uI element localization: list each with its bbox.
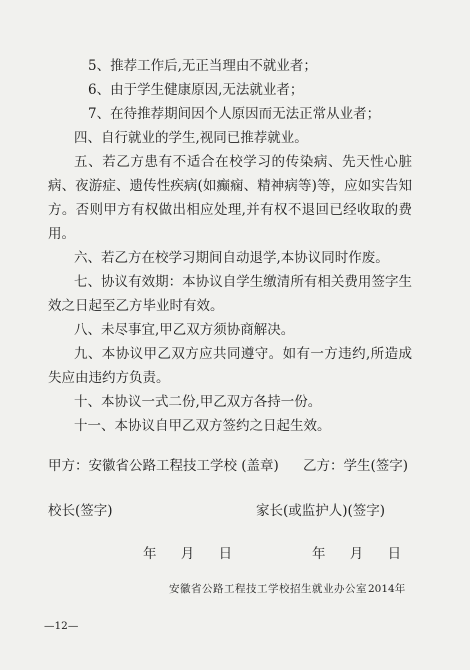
clause-4: 四、自行就业的学生,视同已推荐就业。 <box>74 130 308 146</box>
page-number: —12— <box>44 620 79 632</box>
clause-9-line-1: 九、本协议甲乙双方应共同遵守。如有一方违约,所造成 <box>74 346 412 362</box>
principal-signature: 校长(签字) <box>48 503 113 519</box>
date-left: 年 月 日 <box>143 546 233 562</box>
clause-5-sub: 5、推荐工作后,无正当理由不就业者； <box>88 58 317 74</box>
footer-year: 2014年 <box>368 583 406 595</box>
clause-7-line-2: 效之日起至乙方毕业时有效。 <box>48 298 224 314</box>
clause-9-line-2: 失应由违约方负责。 <box>48 370 170 386</box>
clause-6: 六、若乙方在校学习期间自动退学,本协议同时作废。 <box>74 250 389 266</box>
clause-5-line-1: 五、若乙方患有不适合在校学习的传染病、先天性心脏 <box>74 154 412 170</box>
date-right: 年 月 日 <box>312 546 402 562</box>
clause-10: 十、本协议一式二份,甲乙双方各持一份。 <box>74 394 322 410</box>
clause-7-line-1: 七、协议有效期：本协议自学生缴清所有相关费用签字生 <box>74 274 412 290</box>
clause-7-sub: 7、在待推荐期间因个人原因而无法正常从业者； <box>88 106 381 122</box>
guardian-signature: 家长(或监护人)(签字) <box>256 503 386 519</box>
party-b-signature: 乙方：学生(签字) <box>303 458 409 474</box>
clause-5-line-4: 用。 <box>48 226 75 242</box>
footer-office: 安徽省公路工程技工学校招生就业办公室 <box>169 583 367 595</box>
clause-5-line-3: 方。否则甲方有权做出相应处理,并有权不退回已经收取的费 <box>48 202 412 218</box>
clause-6-sub: 6、由于学生健康原因,无法就业者； <box>88 82 304 98</box>
clause-11: 十一、本协议自甲乙双方签约之日起生效。 <box>74 418 331 434</box>
party-a-signature: 甲方：安徽省公路工程技工学校 (盖章) <box>48 458 279 474</box>
clause-8: 八、未尽事宜,甲乙双方须协商解决。 <box>74 322 295 338</box>
clause-5-line-2: 病、夜游症、遗传性疾病(如癫痫、精神病等)等，应如实告知 <box>48 178 412 194</box>
